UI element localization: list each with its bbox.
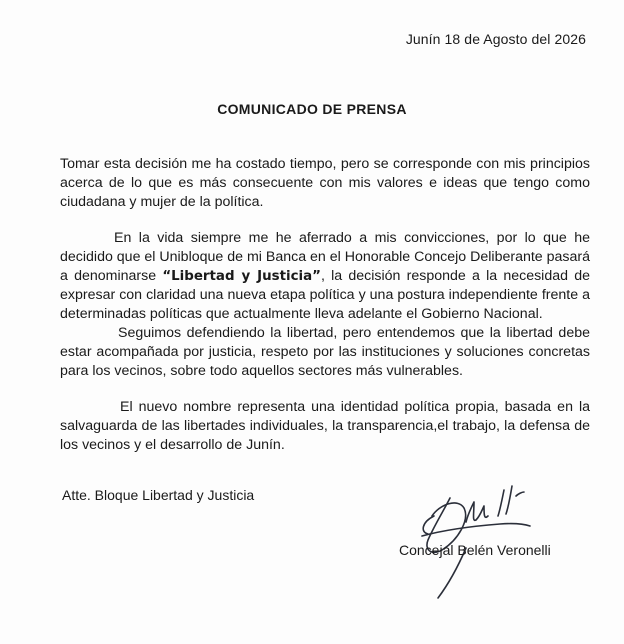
document-date: Junín 18 de Agosto del 2026: [405, 31, 586, 47]
paragraph-4: El nuevo nombre representa una identidad política propia, basada en la salvaguarda de las libertades individuales, la transparencia,el trabajo, la defensa de los vecinos y el desarrollo de Junín.: [60, 399, 590, 453]
document-title: COMUNICADO DE PRENSA: [217, 101, 407, 117]
signer-name: Concejal Belén Veronelli: [399, 542, 551, 558]
paragraph-2: [60, 229, 590, 324]
paragraph-2-text-before: En la vida siempre me he aferrado a mis convicciones, por lo que he decidido que el Unibloque de mi Banca en el Honorable Concejo Deliberante pasará a denominarse: [60, 230, 591, 284]
closing-line: Atte. Bloque Libertad y Justicia: [62, 487, 255, 503]
handwritten-signature: [404, 470, 564, 610]
paragraph-3: Seguimos defendiendo la libertad, pero entendemos que la libertad debe estar acompañada por justicia, respeto por las instituciones y soluciones concretas para los vecinos, sobre todo aquellos sectores más vulnerables.: [60, 325, 590, 379]
paragraph-2-text-after: , la decisión responde a la necesidad de expresar con claridad una nueva etapa política y una postura independiente frente a determinadas políticas que actualmente lleva adelante el Gobierno Nacional.: [60, 268, 590, 322]
bloc-name-quote: “Libertad y Justicia”: [162, 269, 321, 284]
paragraph-1: Tomar esta decisión me ha costado tiempo, pero se corresponde con mis principios acerca de lo que es más consecuente con mis valores e ideas que tengo como ciudadana y mujer de la política.: [60, 156, 590, 210]
